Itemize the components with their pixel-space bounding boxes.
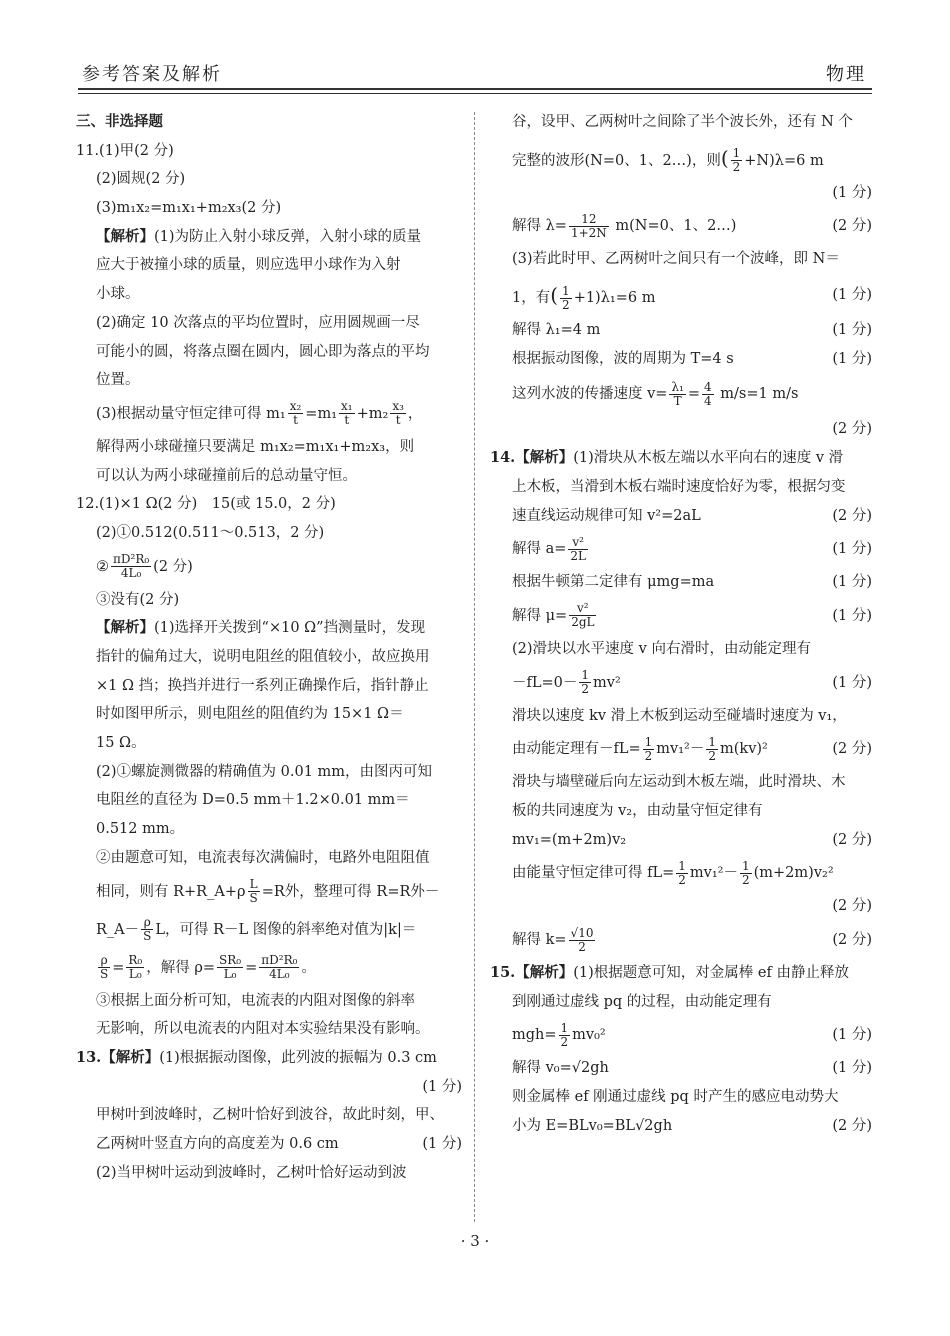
q11-explain-3b: 解得两小球碰撞只要满足 m₁x₂=m₁x₁+m₂x₃，则 xyxy=(96,438,415,455)
q11-explain-3a: (3)根据动量守恒定律可得 m₁ $\frac{\text{x₂}}{t}$ =m₁ $\frac{\text{x₁}}{t}$ +m₂ $\frac{\text{x₃}}{t}$ ， xyxy=(96,399,423,428)
column-divider xyxy=(474,112,475,1222)
header-rule-thin xyxy=(78,93,872,94)
fraction: $\frac{\text{πD²R₀}}{\text{4L₀}}$ xyxy=(113,552,150,581)
q13-explain-2b: 乙两树叶竖直方向的高度差为 0.6 cm (1 分) xyxy=(76,1130,464,1159)
q11-analysis-tag: 【解析】 xyxy=(96,227,154,245)
score: (2 分) xyxy=(832,932,872,948)
q13-cont-2-score xyxy=(490,179,874,208)
q12-explain-3d: $\frac{\rho}{S}$ = $\frac{\text{R₀}}{\text{L₀}}$ ，解得 ρ= $\frac{\text{SR₀}}{\text{L₀}}$ = $\frac{\text{πD²R₀}}{\text{4L₀}}$ 。 xyxy=(100,953,316,981)
q11-answer-3: (3)m₁x₂=m₁x₁+m₂x₃(2 分) xyxy=(96,200,282,217)
q13-analysis-tag: 13.【解析】 xyxy=(76,1048,160,1066)
q13-cont-5: 1，有( $\frac{1}{2}$ +1)λ₁=6 m (1 分) xyxy=(490,274,874,316)
fraction: $\frac{1}{2}$ xyxy=(560,1020,569,1049)
q14-explain-9b: 板的共同速度为 v₂，由动量守恒定律有 xyxy=(512,802,763,819)
q12-analysis-tag: 【解析】 xyxy=(96,619,154,637)
q14-explain-1b: 上木板，当滑到木板右端时速度恰好为零，根据匀变 xyxy=(512,478,846,495)
q13-cont-2: 完整的波形(N=0、1、2…)，则( $\frac{1}{2}$ +N)λ=6 m xyxy=(512,145,824,175)
right-column xyxy=(490,108,874,1140)
q15-explain-3: 解得 v₀=√2gh (1 分) xyxy=(490,1054,874,1083)
score: (1 分) xyxy=(832,607,872,624)
fraction: $\frac{4}{4}$ xyxy=(704,379,712,408)
q14-analysis-tag: 14.【解析】 xyxy=(490,449,574,467)
q14-explain-9a: 滑块与墙壁碰后向左运动到木板左端，此时滑块、木 xyxy=(512,774,846,791)
q12-explain-1a: 【解析】(1)选择开关拨到“×10 Ω”挡测量时，发现 xyxy=(96,619,426,637)
fraction: $\frac{1}{2}$ xyxy=(732,146,741,175)
q14-explain-11: 由能量守恒定律可得 fL= $\frac{1}{2}$ mv₁²－ $\frac{1}{2}$ (m+2m)v₂² xyxy=(512,858,834,887)
q12-explain-3a: ②由题意可知，电流表每次满偏时，电路外电阻阻值 xyxy=(96,849,430,866)
q14-explain-2: 解得 a= $\frac{\text{v²}}{2L}$ (1 分) xyxy=(490,530,874,568)
q12-explain-1d: 时如图甲所示，则电阻丝的阻值约为 15×1 Ω＝ xyxy=(96,706,404,723)
q12-explain-4b: 无影响，所以电流表的内阻对本实验结果没有影响。 xyxy=(96,1021,430,1038)
fraction: $\frac{\text{R₀}}{\text{L₀}}$ xyxy=(128,953,143,981)
fraction: $\frac{1}{2}$ xyxy=(581,668,590,697)
score: (1 分) xyxy=(832,322,872,339)
page-number: · 3 · xyxy=(460,1232,490,1250)
q14-explain-11-score xyxy=(490,892,874,921)
fraction: $\frac{12}{1+2N}$ xyxy=(570,211,607,240)
score: (1 分) xyxy=(832,287,872,304)
q13-cont-8: 这列水波的传播速度 v= $\frac{\text{λ₁}}{T}$ = $\frac{4}{4}$ m/s=1 m/s xyxy=(512,379,799,408)
q14-explain-6: －fL=0－ $\frac{1}{2}$ mv² (1 分) xyxy=(490,664,874,702)
score: (2 分) xyxy=(832,898,872,915)
score: (1 分) xyxy=(832,184,872,201)
q14-explain-7: 滑块以速度 kv 滑上木板到运动至碰墙时速度为 v₁， xyxy=(512,707,847,724)
q12-explain-3b: 相同，则有 R+R_A+ρ $\frac{L}{S}$ =R外，整理可得 R=R外－ xyxy=(96,877,440,905)
score: (2 分) xyxy=(832,1117,872,1134)
q14-explain-12: 解得 k= $\frac{√10}{2}$ (2 分) xyxy=(490,921,874,959)
fraction: $\frac{1}{2}$ xyxy=(708,734,717,763)
score: (1 分) xyxy=(422,1135,462,1152)
q11-explain-1b: 应大于被撞小球的质量，则应选甲小球作为入射 xyxy=(96,257,401,274)
q11-answer-1: 11.(1)甲(2 分) xyxy=(76,142,174,159)
q14-explain-1a: 14.【解析】(1)滑块从木板左端以水平向右的速度 v 滑 xyxy=(490,449,844,467)
q15-analysis-tag: 15.【解析】 xyxy=(490,964,574,981)
left-column xyxy=(76,108,464,1187)
score: (2 分) xyxy=(832,421,872,438)
q12-explain-2b: 电阻丝的直径为 D=0.5 mm＋1.2×0.01 mm＝ xyxy=(96,792,410,809)
q13-cont-4: (3)若此时甲、乙两树叶之间只有一个波峰，即 N＝ xyxy=(512,251,840,268)
q14-explain-1c: 速直线运动规律可知 v²=2aL (2 分) xyxy=(490,502,874,531)
q14-explain-5: (2)滑块以水平速度 v 向右滑时，由动能定理有 xyxy=(512,640,811,657)
q11-answer-2: (2)圆规(2 分) xyxy=(96,171,186,188)
q11-explain-2c: 位置。 xyxy=(96,372,140,389)
fraction: $\frac{√10}{2}$ xyxy=(570,925,594,954)
q15-explain-5: 小为 E=BLv₀=BL√2gh (2 分) xyxy=(490,1112,874,1141)
section-title: 三、非选择题 xyxy=(76,113,163,130)
q13-explain-3a: (2)当甲树叶运动到波峰时，乙树叶恰好运动到波 xyxy=(96,1164,407,1181)
fraction: $\frac{\text{v²}}{2L}$ xyxy=(570,534,587,563)
header-subject: 物理 xyxy=(826,64,866,85)
q12-explain-1c: ×1 Ω 挡；换挡并进行一系列正确操作后，指针静止 xyxy=(96,677,429,694)
q11-explain-1a: 【解析】(1)为防止入射小球反弹，入射小球的质量 xyxy=(96,227,422,245)
score: (1 分) xyxy=(832,541,872,558)
page-header xyxy=(78,58,872,94)
q12-explain-4a: ③根据上面分析可知，电流表的内阻对图像的斜率 xyxy=(96,992,415,1009)
q13-cont-1: 谷，设甲、乙两树叶之间除了半个波长外，还有 N 个 xyxy=(512,114,853,130)
q12-answer-1: 12.(1)×1 Ω(2 分) 15(或 15.0，2 分) xyxy=(76,496,336,513)
q14-explain-4: 解得 μ= $\frac{\text{v²}}{2gL}$ (1 分) xyxy=(490,597,874,635)
fraction: $\frac{1}{2}$ xyxy=(644,734,653,763)
score: (1 分) xyxy=(832,350,872,367)
q12-answer-4: ③没有(2 分) xyxy=(96,591,180,608)
score: (2 分) xyxy=(832,741,872,758)
q13-explain-1a: 13.【解析】(1)根据振动图像，此列波的振幅为 0.3 cm xyxy=(76,1048,437,1066)
fraction: $\frac{\text{x₁}}{t}$ xyxy=(341,399,353,428)
q14-explain-8: 由动能定理有－fL= $\frac{1}{2}$ mv₁²－ $\frac{1}{2}$ m(kv)² (2 分) xyxy=(490,730,874,768)
fraction: $\frac{1}{2}$ xyxy=(678,858,686,887)
fraction: $\frac{\text{x₃}}{t}$ xyxy=(392,399,404,428)
q12-explain-1e: 15 Ω。 xyxy=(96,735,146,752)
score: (1 分) xyxy=(832,574,872,591)
q11-explain-2b: 可能小的圆，将落点圈在圆内，圆心即为落点的平均 xyxy=(96,343,430,360)
fraction: $\frac{\text{πD²R₀}}{\text{4L₀}}$ xyxy=(261,953,298,981)
q11-explain-1c: 小球。 xyxy=(96,286,140,303)
fraction: $\frac{\text{SR₀}}{\text{L₀}}$ xyxy=(219,953,242,981)
score: (2 分) xyxy=(832,218,872,235)
q13-explain-1b xyxy=(76,1073,464,1102)
fraction: $\frac{1}{2}$ xyxy=(562,283,570,312)
fraction: $\frac{L}{S}$ xyxy=(249,877,258,905)
q15-explain-1b: 到刚通过虚线 pq 的过程，由动能定理有 xyxy=(512,993,772,1010)
q12-answer-3: ② $\frac{\text{πD²R₀}}{\text{4L₀}}$ (2 分) xyxy=(96,552,193,581)
q11-explain-2a: (2)确定 10 次落点的平均位置时，应用圆规画一尽 xyxy=(96,314,420,331)
q15-explain-1a: 15.【解析】(1)根据题意可知，对金属棒 ef 由静止释放 xyxy=(490,964,849,981)
header-title: 参考答案及解析 xyxy=(82,64,222,85)
q15-explain-2: mgh= $\frac{1}{2}$ mv₀² (1 分) xyxy=(490,1016,874,1054)
q13-cont-3: 解得 λ= $\frac{12}{1+2N}$ m(N=0、1、2…) (2 分) xyxy=(490,207,874,245)
q13-cont-6: 解得 λ₁=4 m (1 分) xyxy=(490,316,874,345)
fraction: $\frac{\text{λ₁}}{T}$ xyxy=(671,379,684,408)
q14-explain-3: 根据牛顿第二定律有 μmg=ma (1 分) xyxy=(490,568,874,597)
fraction: $\frac{\rho}{S}$ xyxy=(143,915,152,943)
q12-explain-1b: 指针的偏角过大，说明电阻丝的阻值较小，故应换用 xyxy=(96,649,430,665)
q14-explain-10: mv₁=(m+2m)v₂ (2 分) xyxy=(490,826,874,855)
q11-explain-3c: 可以认为两小球碰撞前后的总动量守恒。 xyxy=(96,467,357,484)
fraction: $\frac{\rho}{S}$ xyxy=(100,953,109,981)
header-rule-thick xyxy=(78,88,872,90)
score: (1 分) xyxy=(832,1060,872,1077)
score: (1 分) xyxy=(832,1027,872,1044)
score: (1 分) xyxy=(422,1078,462,1095)
q12-answer-2: (2)①0.512(0.511～0.513，2 分) xyxy=(96,524,325,541)
q15-explain-4: 则金属棒 ef 刚通过虚线 pq 时产生的感应电动势大 xyxy=(512,1089,839,1106)
score: (2 分) xyxy=(832,831,872,848)
q13-cont-7: 根据振动图像，波的周期为 T=4 s (1 分) xyxy=(490,345,874,374)
q12-explain-3c: R_A－ $\frac{\rho}{S}$ L，可得 R－L 图像的斜率绝对值为|k|＝ xyxy=(96,915,417,943)
q12-explain-2c: 0.512 mm。 xyxy=(96,821,185,838)
fraction: $\frac{1}{2}$ xyxy=(741,858,750,887)
q12-explain-2a: (2)①螺旋测微器的精确值为 0.01 mm，由图丙可知 xyxy=(96,763,433,780)
q13-explain-2a: 甲树叶到波峰时，乙树叶恰好到波谷，故此时刻，甲、 xyxy=(96,1107,444,1124)
fraction: $\frac{\text{x₂}}{t}$ xyxy=(289,399,302,428)
score: (1 分) xyxy=(832,674,872,691)
score: (2 分) xyxy=(832,507,872,524)
fraction: $\frac{\text{v²}}{2gL}$ xyxy=(571,601,595,630)
q13-cont-8-score xyxy=(490,415,874,444)
